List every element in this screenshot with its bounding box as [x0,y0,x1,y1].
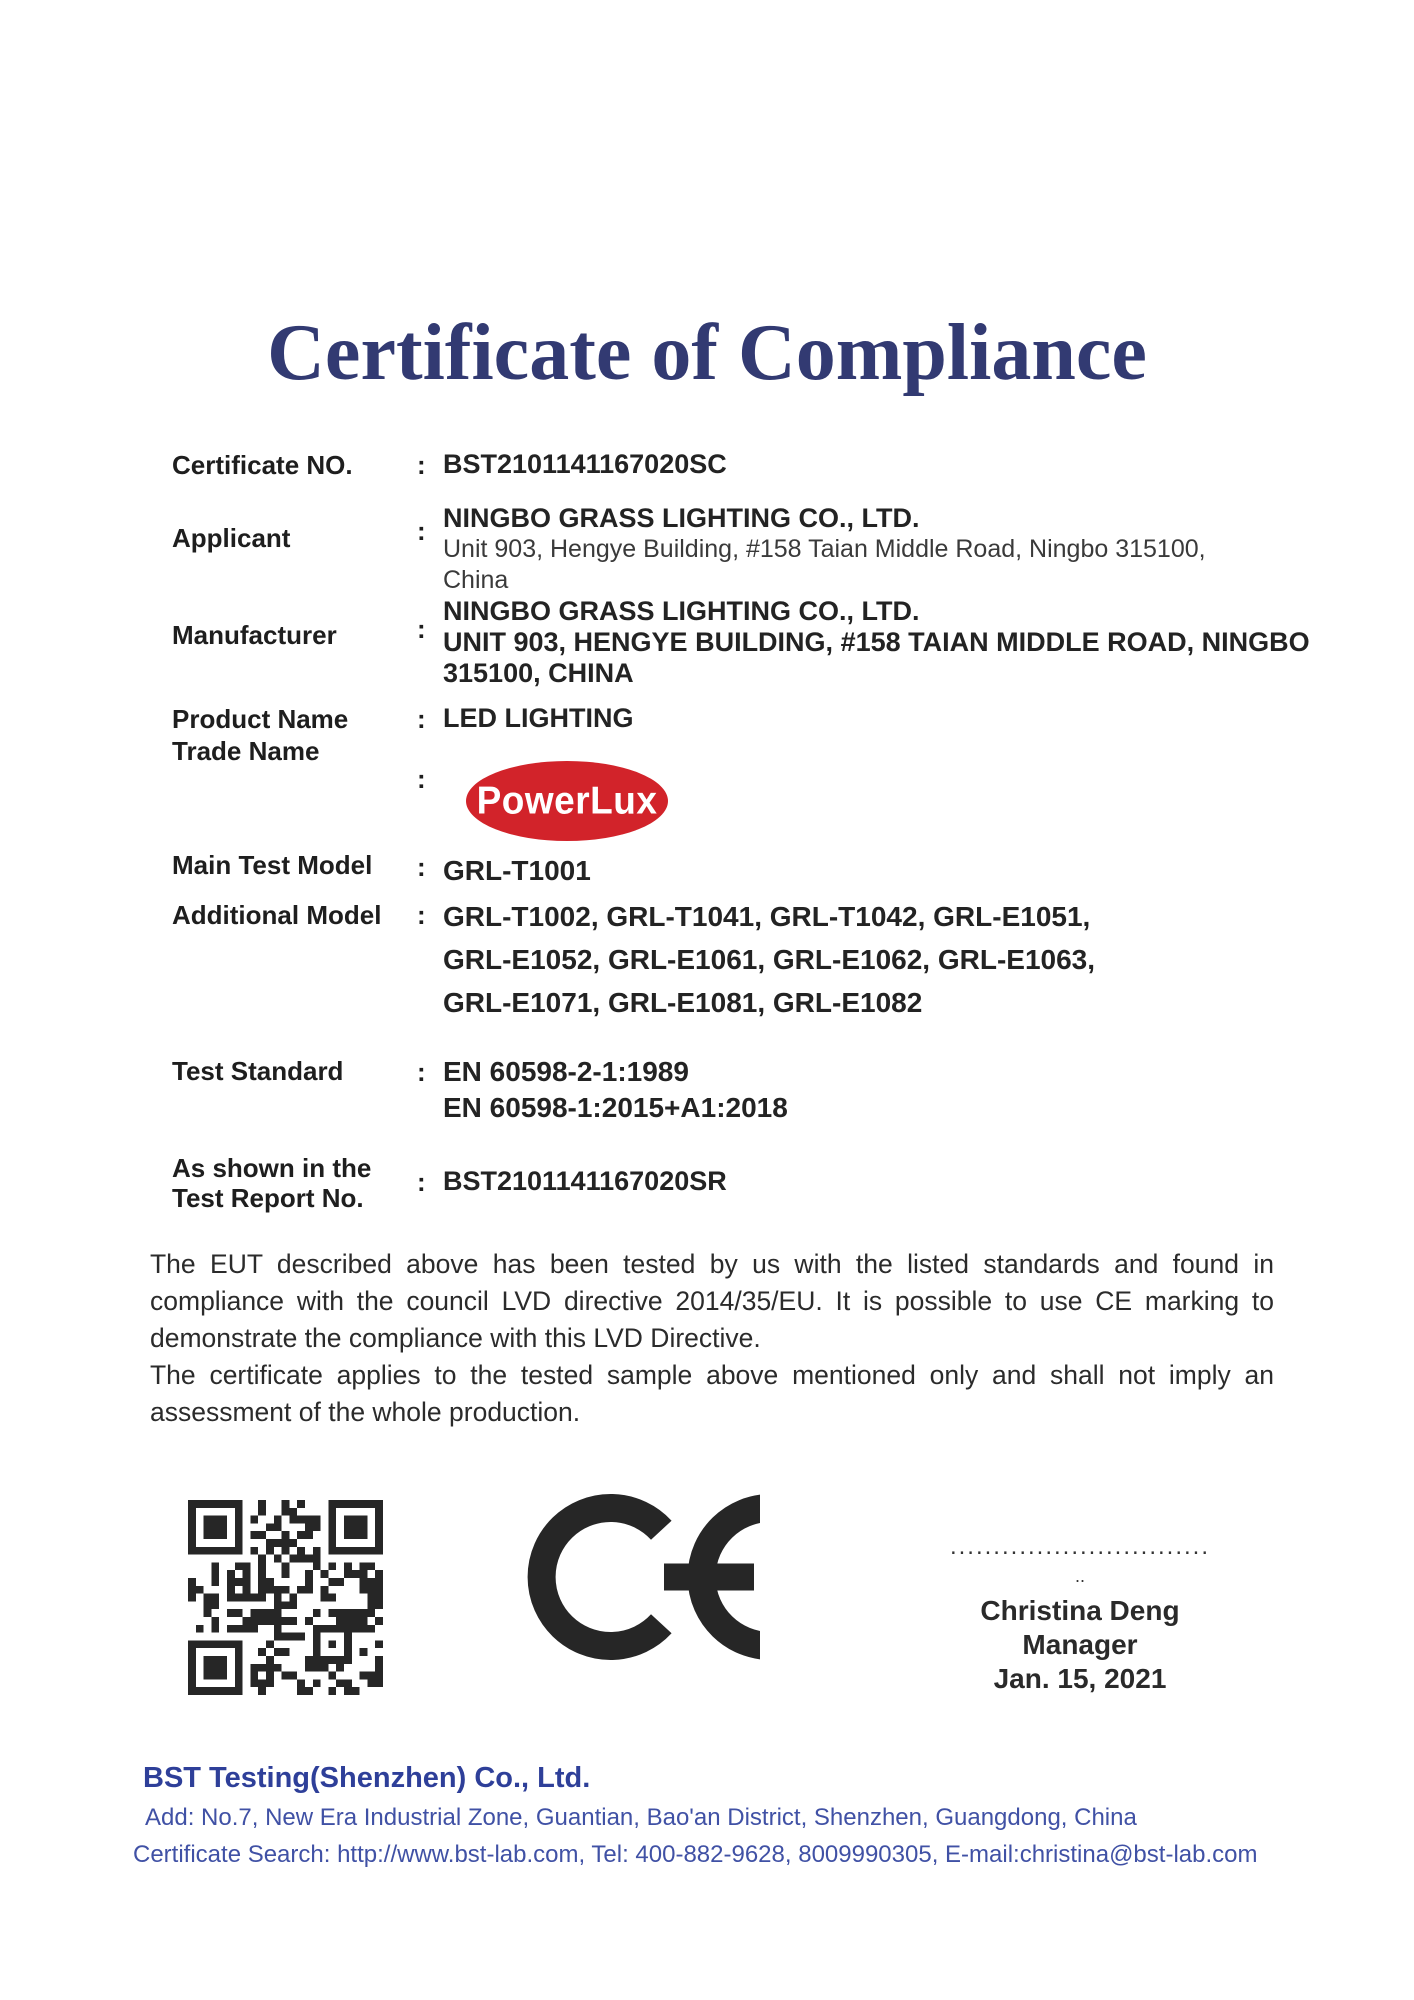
additional-model-label: Additional Model [172,900,382,930]
statement-paragraph-2: The certificate applies to the tested sample above mentioned only and shall not imply an assessment of the whole production. [150,1360,1274,1427]
issuer-company: BST Testing(Shenzhen) Co., Ltd. [143,1762,591,1794]
trade-name-colon: : [417,764,426,794]
issuer-contact: Certificate Search: http://www.bst-lab.com, Tel: 400-882-9628, 8009990305, E-mail:christina@bst-lab.com [133,1841,1258,1868]
test-standard-colon: : [417,1057,426,1087]
signatory-role: Manager [1022,1629,1138,1660]
applicant-address-2: China [443,566,509,594]
manufacturer-colon: : [417,614,426,644]
signature-small-dots: .. [1074,1566,1085,1586]
powerlux-logo [466,761,668,841]
additional-model-colon: : [417,900,426,930]
report-colon: : [417,1167,426,1197]
applicant-colon: : [417,516,426,546]
applicant-name: NINGBO GRASS LIGHTING CO., LTD. [443,503,920,533]
product-name-colon: : [417,704,426,734]
manufacturer-address-2: 315100, CHINA [443,658,634,688]
applicant-label: Applicant [172,523,291,553]
compliance-statement [150,1246,1274,1431]
qr-code-image [188,1500,383,1695]
signature-dotted-line: .............................. [949,1533,1211,1560]
ce-mark-image [524,1492,760,1668]
trade-name-label: Trade Name [172,736,320,766]
signatory-name: Christina Deng [980,1595,1180,1626]
signature-block [930,1534,1230,1696]
powerlux-logo-text: PowerLux [476,778,658,822]
product-name-value: LED LIGHTING [443,703,634,733]
page-title: Certificate of Compliance [267,309,1147,397]
test-standard-label: Test Standard [172,1056,344,1086]
product-name-label: Product Name [172,704,349,734]
manufacturer-label: Manufacturer [172,620,337,650]
test-standard-line-2: EN 60598-1:2015+A1:2018 [443,1092,788,1123]
main-model-label: Main Test Model [172,850,373,880]
statement-paragraph-1: The EUT described above has been tested by us with the listed standards and found in compliance with the council LVD directive 2014/35/EU. It is possible to use CE marking to demonstrate the compliance with this LVD Directive. [150,1249,1274,1353]
cert-no-label: Certificate NO. [172,450,353,480]
cert-no-colon: : [417,450,426,480]
main-model-colon: : [417,852,426,882]
additional-models-line-1: GRL-T1002, GRL-T1041, GRL-T1042, GRL-E1051, [443,901,1091,932]
main-model-value: GRL-T1001 [443,855,591,886]
report-no-value: BST2101141167020SR [443,1166,727,1196]
cert-no-value: BST2101141167020SC [443,449,727,479]
report-label-line-1: As shown in the [172,1153,372,1183]
issuer-address: Add: No.7, New Era Industrial Zone, Guantian, Bao'an District, Shenzhen, Guangdong, China [145,1804,1137,1831]
additional-models-line-3: GRL-E1071, GRL-E1081, GRL-E1082 [443,987,923,1018]
manufacturer-address-1: UNIT 903, HENGYE BUILDING, #158 TAIAN MIDDLE ROAD, NINGBO [443,627,1310,657]
test-standard-line-1: EN 60598-2-1:1989 [443,1056,689,1087]
applicant-address-1: Unit 903, Hengye Building, #158 Taian Middle Road, Ningbo 315100, [443,535,1206,563]
qr-code [188,1500,383,1695]
additional-models-line-2: GRL-E1052, GRL-E1061, GRL-E1062, GRL-E1063, [443,944,1096,975]
ce-mark [524,1492,760,1668]
manufacturer-name: NINGBO GRASS LIGHTING CO., LTD. [443,596,920,626]
report-label-line-2: Test Report No. [172,1183,364,1213]
signature-date: Jan. 15, 2021 [993,1663,1167,1694]
